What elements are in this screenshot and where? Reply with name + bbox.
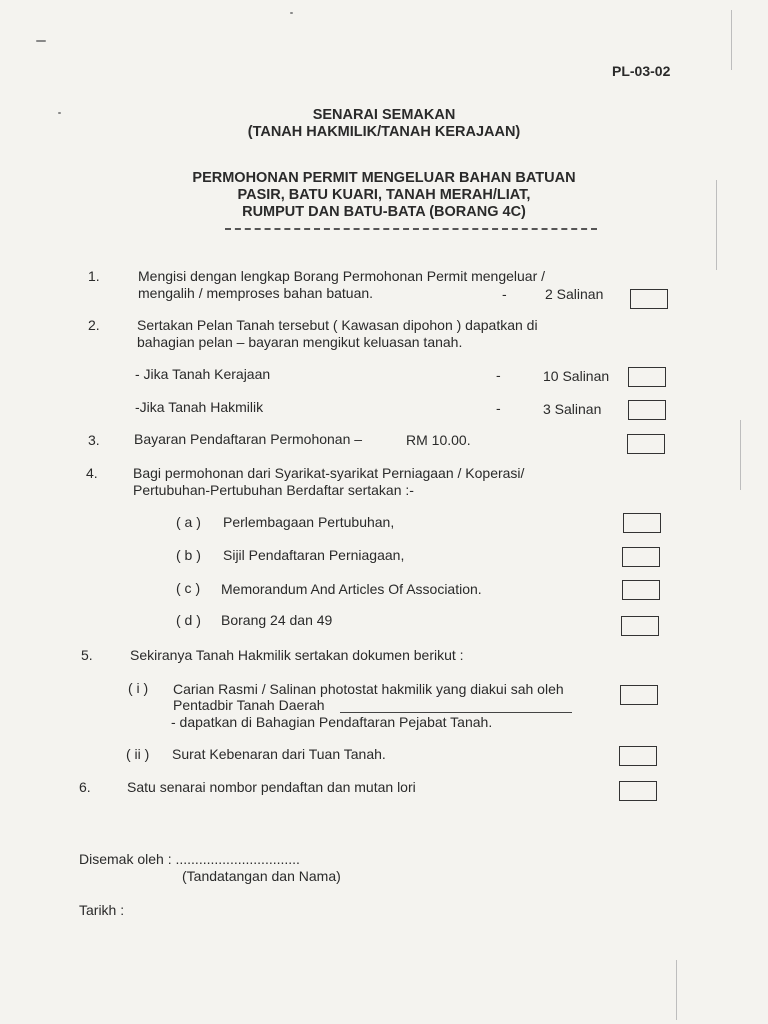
- copies-count: 3 Salinan: [543, 401, 602, 417]
- scan-speck: [290, 12, 293, 14]
- sub-item-text: Carian Rasmi / Salinan photostat hakmilik yang diakui sah oleh: [173, 681, 564, 697]
- item-text: bahagian pelan – bayaran mengikut keluasan tanah.: [137, 334, 463, 350]
- signature-note: (Tandatangan dan Nama): [182, 868, 341, 884]
- sub-item-text: Sijil Pendaftaran Perniagaan,: [223, 547, 405, 563]
- title-line-1: SENARAI SEMAKAN: [312, 107, 456, 123]
- checkbox[interactable]: [628, 400, 666, 420]
- item-number: 2.: [88, 317, 100, 333]
- sub-item-text: Pentadbir Tanah Daerah: [173, 697, 325, 713]
- sub-item-marker: ( ii ): [126, 746, 150, 762]
- scan-edge-line: [676, 960, 677, 1020]
- item-text: Bagi permohonan dari Syarikat-syarikat Perniagaan / Koperasi/: [133, 465, 525, 481]
- item-text: Sertakan Pelan Tanah tersebut ( Kawasan dipohon ) dapatkan di: [137, 317, 538, 333]
- item-dash: -: [502, 286, 507, 302]
- item-text: Pertubuhan-Pertubuhan Berdaftar sertakan :-: [133, 482, 414, 498]
- title-divider: [225, 228, 597, 230]
- sub-item-marker: ( i ): [128, 680, 149, 696]
- item-dash: -: [496, 367, 501, 383]
- checkbox[interactable]: [621, 616, 659, 636]
- checkbox[interactable]: [619, 781, 657, 801]
- blank-line: [340, 712, 572, 713]
- date-field[interactable]: Tarikh :: [79, 902, 125, 918]
- checkbox[interactable]: [622, 547, 660, 567]
- sub-item-text: Surat Kebenaran dari Tuan Tanah.: [172, 746, 386, 762]
- scan-edge-line: [740, 420, 741, 490]
- item-text: Satu senarai nombor pendaftan dan mutan lori: [127, 779, 416, 795]
- sub-item-text: -Jika Tanah Hakmilik: [135, 399, 264, 415]
- sub-item-marker: ( a ): [176, 514, 201, 530]
- title-line-2: (TANAH HAKMILIK/TANAH KERAJAAN): [247, 124, 521, 140]
- sub-item-marker: ( c ): [176, 580, 201, 596]
- item-number: 5.: [81, 647, 93, 663]
- sub-item-marker: ( b ): [176, 547, 201, 563]
- document-code: PL-03-02: [612, 63, 671, 79]
- checkbox[interactable]: [622, 580, 660, 600]
- checkbox[interactable]: [623, 513, 661, 533]
- checked-by-field[interactable]: Disemak oleh : ................................: [79, 851, 300, 867]
- sub-item-marker: ( d ): [176, 612, 201, 628]
- sub-item-text: Memorandum And Articles Of Association.: [221, 581, 482, 597]
- item-text: Mengisi dengan lengkap Borang Permohonan Permit mengeluar /: [138, 268, 546, 284]
- item-number: 6.: [79, 779, 91, 795]
- fee-amount: RM 10.00.: [406, 432, 471, 448]
- item-dash: -: [496, 400, 501, 416]
- subtitle-line-1: PERMOHONAN PERMIT MENGELUAR BAHAN BATUAN: [192, 170, 576, 186]
- scan-edge-line: [731, 10, 732, 70]
- copies-count: 10 Salinan: [543, 368, 610, 384]
- item-number: 1.: [88, 268, 100, 284]
- subtitle-line-3: RUMPUT DAN BATU-BATA (BORANG 4C): [242, 204, 526, 220]
- item-text: mengalih / memproses bahan batuan.: [138, 285, 374, 301]
- sub-item-text: - Jika Tanah Kerajaan: [135, 366, 271, 382]
- checkbox[interactable]: [627, 434, 665, 454]
- scan-speck: [36, 40, 46, 42]
- checkbox[interactable]: [620, 685, 658, 705]
- checkbox[interactable]: [619, 746, 657, 766]
- sub-item-text: Perlembagaan Pertubuhan,: [223, 514, 395, 530]
- sub-item-text: - dapatkan di Bahagian Pendaftaran Pejabat Tanah.: [171, 714, 493, 730]
- subtitle-line-2: PASIR, BATU KUARI, TANAH MERAH/LIAT,: [237, 187, 531, 203]
- checkbox[interactable]: [628, 367, 666, 387]
- item-text: Sekiranya Tanah Hakmilik sertakan dokumen berikut :: [130, 647, 464, 663]
- item-number: 3.: [88, 432, 100, 448]
- sub-item-text: Borang 24 dan 49: [221, 612, 333, 628]
- item-number: 4.: [86, 465, 98, 481]
- checkbox[interactable]: [630, 289, 668, 309]
- copies-count: 2 Salinan: [545, 286, 604, 302]
- item-text: Bayaran Pendaftaran Permohonan –: [134, 431, 363, 447]
